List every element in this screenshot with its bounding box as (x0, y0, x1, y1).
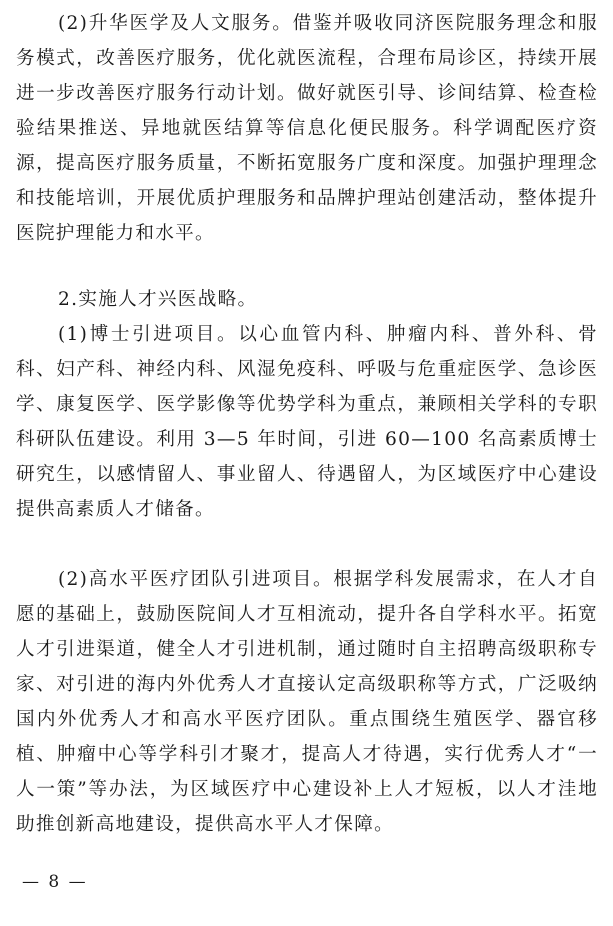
paragraph-medical-team-recruitment: (2)高水平医疗团队引进项目。根据学科发展需求，在人才自愿的基础上，鼓励医院间人才互相流动，提升各自学科水平。拓宽人才引进渠道，健全人才引进机制，通过随时自主招聘高级职称专家、对引进的海内外优秀人才直接认定高级职称等方式，广泛吸纳国内外优秀人才和高水平医疗团队。重点围绕生殖医学、器官移植、肿瘤中心等学科引才聚才，提高人才待遇，实行优秀人才“一人一策”等办法，为区域医疗中心建设补上人才短板，以人才洼地助推创新高地建设，提供高水平人才保障。 (16, 569, 598, 835)
section-heading-talent-strategy: 2.实施人才兴医战略。 (58, 289, 258, 310)
paragraph-doctor-recruitment: (1)博士引进项目。以心血管内科、肿瘤内科、普外科、骨科、妇产科、神经内科、风湿免疫科、呼吸与危重症医学、急诊医学、康复医学、医学影像等优势学科为重点，兼顾相关学科的专职科研队伍建设。利用 3—5 年时间，引进 60—100 名高素质博士研究生，以感情留人、事业留人、待遇留人，为区域医疗中心建设提供高素质人才储备。 (16, 324, 598, 520)
page-number: — 8 — (22, 872, 88, 892)
paragraph-humanistic-service: (2)升华医学及人文服务。借鉴并吸收同济医院服务理念和服务模式，改善医疗服务，优化就医流程，合理布局诊区，持续开展进一步改善医疗服务行动计划。做好就医引导、诊间结算、检查检验结果推送、异地就医结算等信息化便民服务。科学调配医疗资源，提高医疗服务质量，不断拓宽服务广度和深度。加强护理理念和技能培训，开展优质护理服务和品牌护理站创建活动，整体提升医院护理能力和水平。 (16, 13, 598, 244)
